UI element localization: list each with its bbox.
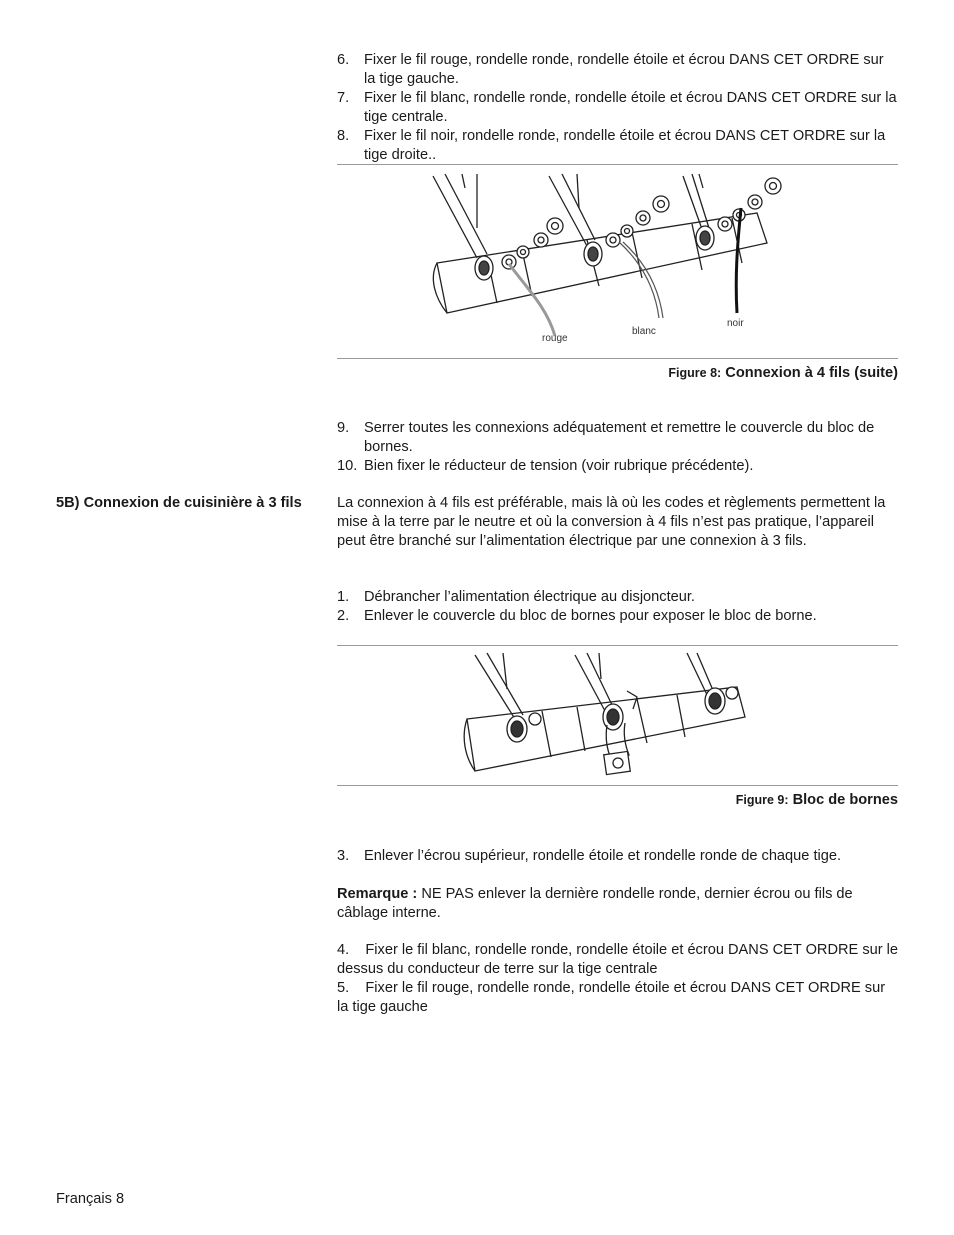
section-steps-list — [337, 588, 899, 626]
note — [337, 885, 899, 923]
figure-8-caption — [668, 364, 898, 383]
list-item: 2. Enlever le couvercle du bloc de bornes pour exposer le bloc de borne. — [337, 608, 817, 624]
steps-top-list — [337, 51, 899, 165]
step-3 — [337, 847, 899, 866]
section-intro: La connexion à 4 fils est préférable, mais là où les codes et règlements permettent la mise à la terre par le neutre et où la conversion à 4 fils n’est pas pratique, l’appareil peut être branché sur l’alimentation électrique par une connexion à 3 fils. — [337, 495, 886, 549]
wire-label-rouge: rouge — [542, 333, 568, 344]
list-item: 1. Débrancher l’alimentation électrique au disjoncteur. — [337, 589, 695, 605]
steps-bottom-list — [337, 941, 899, 1017]
list-item: 6. Fixer le fil rouge, rondelle ronde, rondelle étoile et écrou DANS CET ORDRE sur la tige gauche. — [337, 52, 884, 87]
steps-mid-list — [337, 419, 899, 476]
figure-title: Bloc de bornes — [792, 792, 898, 808]
figure-label: Figure 9: — [735, 793, 789, 807]
list-item: 8. Fixer le fil noir, rondelle ronde, rondelle étoile et écrou DANS CET ORDRE sur la tige droite.. — [337, 128, 886, 163]
section-heading: 5B) Connexion de cuisinière à 3 fils — [56, 495, 302, 511]
figure-8-illustration — [337, 168, 898, 356]
list-item: 5. Fixer le fil rouge, rondelle ronde, rondelle étoile et écrou DANS CET ORDRE sur la tige gauche — [337, 980, 886, 1015]
list-item: 9. Serrer toutes les connexions adéquatement et remettre le couvercle du bloc de bornes. — [337, 420, 875, 455]
list-item: 4. Fixer le fil blanc, rondelle ronde, rondelle étoile et écrou DANS CET ORDRE sur le dessus du conducteur de terre sur la tige centrale — [337, 942, 899, 977]
wire-label-noir: noir — [727, 318, 744, 329]
figure-title: Connexion à 4 fils (suite) — [725, 365, 898, 381]
terminal-block-4-wire-drawing — [337, 168, 898, 356]
note-label: Remarque : — [337, 886, 418, 902]
page-footer: Français 8 — [56, 1191, 125, 1207]
note-text: NE PAS enlever la dernière rondelle ronde, dernier écrou ou fils de câblage interne. — [337, 886, 853, 921]
figure-9-caption — [736, 791, 898, 810]
figure-top-rule — [337, 164, 898, 165]
list-item: 7. Fixer le fil blanc, rondelle ronde, rondelle étoile et écrou DANS CET ORDRE sur la tige centrale. — [337, 90, 897, 125]
figure-label: Figure 8: — [668, 366, 722, 380]
figure-bottom-rule — [337, 358, 898, 359]
figure-top-rule — [337, 645, 898, 646]
list-item: 3. Enlever l’écrou supérieur, rondelle étoile et rondelle ronde de chaque tige. — [337, 848, 842, 864]
wire-label-blanc: blanc — [632, 326, 656, 337]
terminal-block-drawing — [337, 649, 898, 783]
figure-bottom-rule — [337, 785, 898, 786]
list-item: 10. Bien fixer le réducteur de tension (voir rubrique précédente). — [337, 458, 754, 474]
figure-9-illustration — [337, 649, 898, 783]
